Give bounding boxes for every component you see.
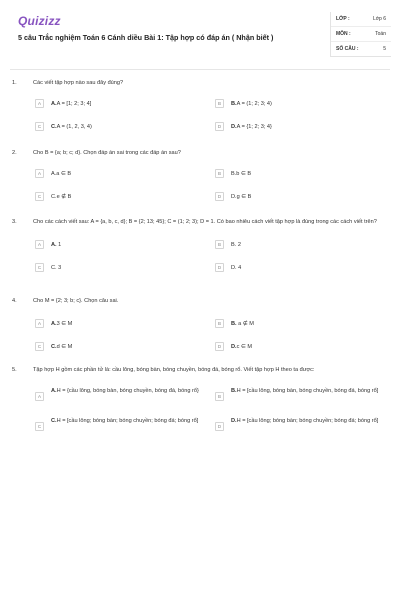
option-prefix: B. bbox=[231, 242, 237, 248]
option-body: 3 ∈ M bbox=[56, 321, 73, 327]
question-5 bbox=[12, 366, 390, 429]
option-letter: D bbox=[215, 422, 224, 431]
option-text bbox=[51, 264, 61, 272]
option-text bbox=[231, 241, 241, 249]
option-a[interactable] bbox=[35, 386, 205, 401]
option-text bbox=[231, 264, 241, 272]
option-letter: D bbox=[215, 342, 224, 351]
option-d[interactable] bbox=[215, 263, 385, 272]
question-number: 3. bbox=[12, 219, 17, 225]
info-box bbox=[330, 12, 391, 57]
header-divider bbox=[10, 69, 390, 70]
option-body: A = [1; 2; 3; 4] bbox=[56, 101, 92, 107]
option-letter: B bbox=[215, 169, 224, 178]
option-prefix: A. bbox=[51, 101, 57, 107]
option-b[interactable] bbox=[215, 386, 390, 401]
question-number: 4. bbox=[12, 298, 17, 304]
question-text: Tập hợp H gồm các phần tử là: cầu lông, bóng bàn, bóng chuyền, bóng đá, bóng rổ. Viết tập hợp H theo ta được: bbox=[33, 367, 315, 373]
option-body: H = [cầu lông, bóng bàn, bóng chuyền, bóng đá, bóng rổ] bbox=[236, 388, 379, 394]
option-prefix: B. bbox=[231, 388, 237, 394]
option-body: g ∈ B bbox=[236, 194, 252, 200]
option-prefix: D. bbox=[231, 265, 237, 271]
option-body: A = (1, 2, 3, 4) bbox=[56, 124, 92, 130]
option-d[interactable] bbox=[215, 122, 385, 131]
option-body: b ∈ B bbox=[236, 171, 252, 177]
option-prefix: D. bbox=[231, 344, 237, 350]
question-header bbox=[12, 366, 390, 374]
option-body: 4 bbox=[238, 265, 242, 271]
option-d[interactable] bbox=[215, 416, 390, 431]
question-text: Cho M = {2; 3; b; c}. Chọn câu sai. bbox=[33, 298, 119, 304]
option-prefix: D. bbox=[231, 194, 237, 200]
option-text bbox=[231, 417, 381, 425]
count-value: 5 bbox=[383, 46, 386, 52]
option-letter: C bbox=[35, 422, 44, 431]
option-a[interactable] bbox=[35, 99, 205, 108]
option-prefix: B. bbox=[231, 171, 237, 177]
quizizz-logo: Quizizz bbox=[18, 14, 61, 28]
question-header bbox=[12, 297, 390, 305]
option-a[interactable] bbox=[35, 319, 205, 328]
option-letter: D bbox=[215, 263, 224, 272]
option-letter: B bbox=[215, 319, 224, 328]
question-4 bbox=[12, 297, 390, 350]
question-2 bbox=[12, 149, 390, 200]
option-text bbox=[51, 417, 201, 425]
option-body: H = {cầu lông, bóng bàn, bóng chuyền, bóng đá, bóng rổ} bbox=[56, 388, 199, 394]
info-row-subject bbox=[331, 27, 391, 42]
option-c[interactable] bbox=[35, 122, 205, 131]
option-letter: A bbox=[35, 319, 44, 328]
option-text bbox=[51, 100, 91, 108]
question-header bbox=[12, 79, 390, 87]
option-letter: C bbox=[35, 263, 44, 272]
option-c[interactable] bbox=[35, 416, 205, 431]
option-a[interactable] bbox=[35, 169, 205, 178]
option-text bbox=[231, 320, 254, 328]
option-b[interactable] bbox=[215, 169, 385, 178]
option-prefix: A. bbox=[51, 321, 57, 327]
option-body: e ∉ B bbox=[56, 194, 72, 200]
option-text bbox=[231, 123, 272, 131]
class-value: Lớp 6 bbox=[372, 16, 386, 22]
option-letter: C bbox=[35, 342, 44, 351]
option-body: c ∈ M bbox=[236, 344, 253, 350]
option-letter: A bbox=[35, 392, 44, 401]
option-c[interactable] bbox=[35, 263, 205, 272]
subject-label: MÔN : bbox=[336, 31, 351, 37]
option-prefix: C. bbox=[51, 418, 57, 424]
question-header bbox=[12, 149, 390, 157]
option-body: H = [cầu lông; bóng bàn; bóng chuyền; bóng đá; bóng rổ] bbox=[236, 418, 379, 424]
option-prefix: A. bbox=[51, 242, 57, 248]
option-prefix: B. bbox=[231, 101, 237, 107]
option-prefix: A. bbox=[51, 388, 57, 394]
option-body: A = {1; 2; 3; 4} bbox=[236, 124, 272, 130]
option-text bbox=[231, 343, 252, 351]
option-body: A = (1; 2; 3; 4) bbox=[236, 101, 272, 107]
option-prefix: C. bbox=[51, 194, 57, 200]
question-text: Các viết tập hợp nào sau đây đúng? bbox=[33, 80, 124, 86]
option-body: a ∉ M bbox=[238, 321, 254, 327]
document-title: 5 câu Trắc nghiệm Toán 6 Cánh diều Bài 1: Tập hợp có đáp án ( Nhận biết ) bbox=[18, 33, 274, 42]
question-number: 5. bbox=[12, 367, 17, 373]
option-letter: D bbox=[215, 122, 224, 131]
option-prefix: D. bbox=[231, 124, 237, 130]
option-letter: B bbox=[215, 240, 224, 249]
question-3 bbox=[12, 218, 390, 271]
option-prefix: D. bbox=[231, 418, 237, 424]
option-prefix: B. bbox=[231, 321, 237, 327]
option-c[interactable] bbox=[35, 192, 205, 201]
subject-value: Toán bbox=[375, 31, 386, 37]
option-letter: C bbox=[35, 122, 44, 131]
option-text bbox=[231, 100, 272, 108]
option-letter: A bbox=[35, 99, 44, 108]
option-text bbox=[51, 123, 92, 131]
option-text bbox=[231, 193, 251, 201]
option-body: 1 bbox=[58, 242, 62, 248]
option-text bbox=[51, 193, 71, 201]
option-text bbox=[51, 170, 71, 178]
class-label: LỚP : bbox=[336, 16, 350, 22]
question-text: Cho B = {a; b; c; d}. Chọn đáp án sai trong các đáp án sau? bbox=[33, 150, 181, 156]
info-row-class bbox=[331, 12, 391, 27]
option-b[interactable] bbox=[215, 319, 385, 328]
option-prefix: C. bbox=[51, 265, 57, 271]
question-text: Cho các cách viết sau: A = {a, b, c, d}; B = {2; 13; 45}; C = (1; 2; 3); D = 1. Có bao nhiêu cách viết tập hợp là đúng trong các cách viết trên? bbox=[33, 219, 377, 225]
info-row-count bbox=[331, 42, 391, 56]
option-letter: B bbox=[215, 392, 224, 401]
option-text bbox=[51, 387, 201, 395]
option-body: 3 bbox=[58, 265, 62, 271]
option-b[interactable] bbox=[215, 99, 385, 108]
option-d[interactable] bbox=[215, 192, 385, 201]
question-1 bbox=[12, 79, 390, 130]
option-body: a ∈ B bbox=[56, 171, 72, 177]
option-prefix: C. bbox=[51, 344, 57, 350]
option-prefix: C. bbox=[51, 124, 57, 130]
option-letter: C bbox=[35, 192, 44, 201]
question-number: 1. bbox=[12, 80, 17, 86]
option-text bbox=[231, 170, 251, 178]
option-text bbox=[231, 387, 381, 395]
option-text bbox=[51, 320, 72, 328]
option-body: d ∈ M bbox=[56, 344, 73, 350]
question-header bbox=[12, 218, 390, 226]
option-text bbox=[51, 343, 72, 351]
question-number: 2. bbox=[12, 150, 17, 156]
option-a[interactable] bbox=[35, 240, 205, 249]
option-letter: A bbox=[35, 169, 44, 178]
option-text bbox=[51, 241, 61, 249]
option-body: 2 bbox=[237, 242, 241, 248]
option-letter: A bbox=[35, 240, 44, 249]
option-b[interactable] bbox=[215, 240, 385, 249]
option-d[interactable] bbox=[215, 342, 385, 351]
option-body: H = [cầu lông; bóng bàn; bóng chuyền; bóng đá; bóng rổ] bbox=[56, 418, 199, 424]
count-label: SỐ CÂU : bbox=[336, 46, 359, 52]
option-prefix: A. bbox=[51, 171, 57, 177]
option-letter: D bbox=[215, 192, 224, 201]
option-c[interactable] bbox=[35, 342, 205, 351]
option-letter: B bbox=[215, 99, 224, 108]
